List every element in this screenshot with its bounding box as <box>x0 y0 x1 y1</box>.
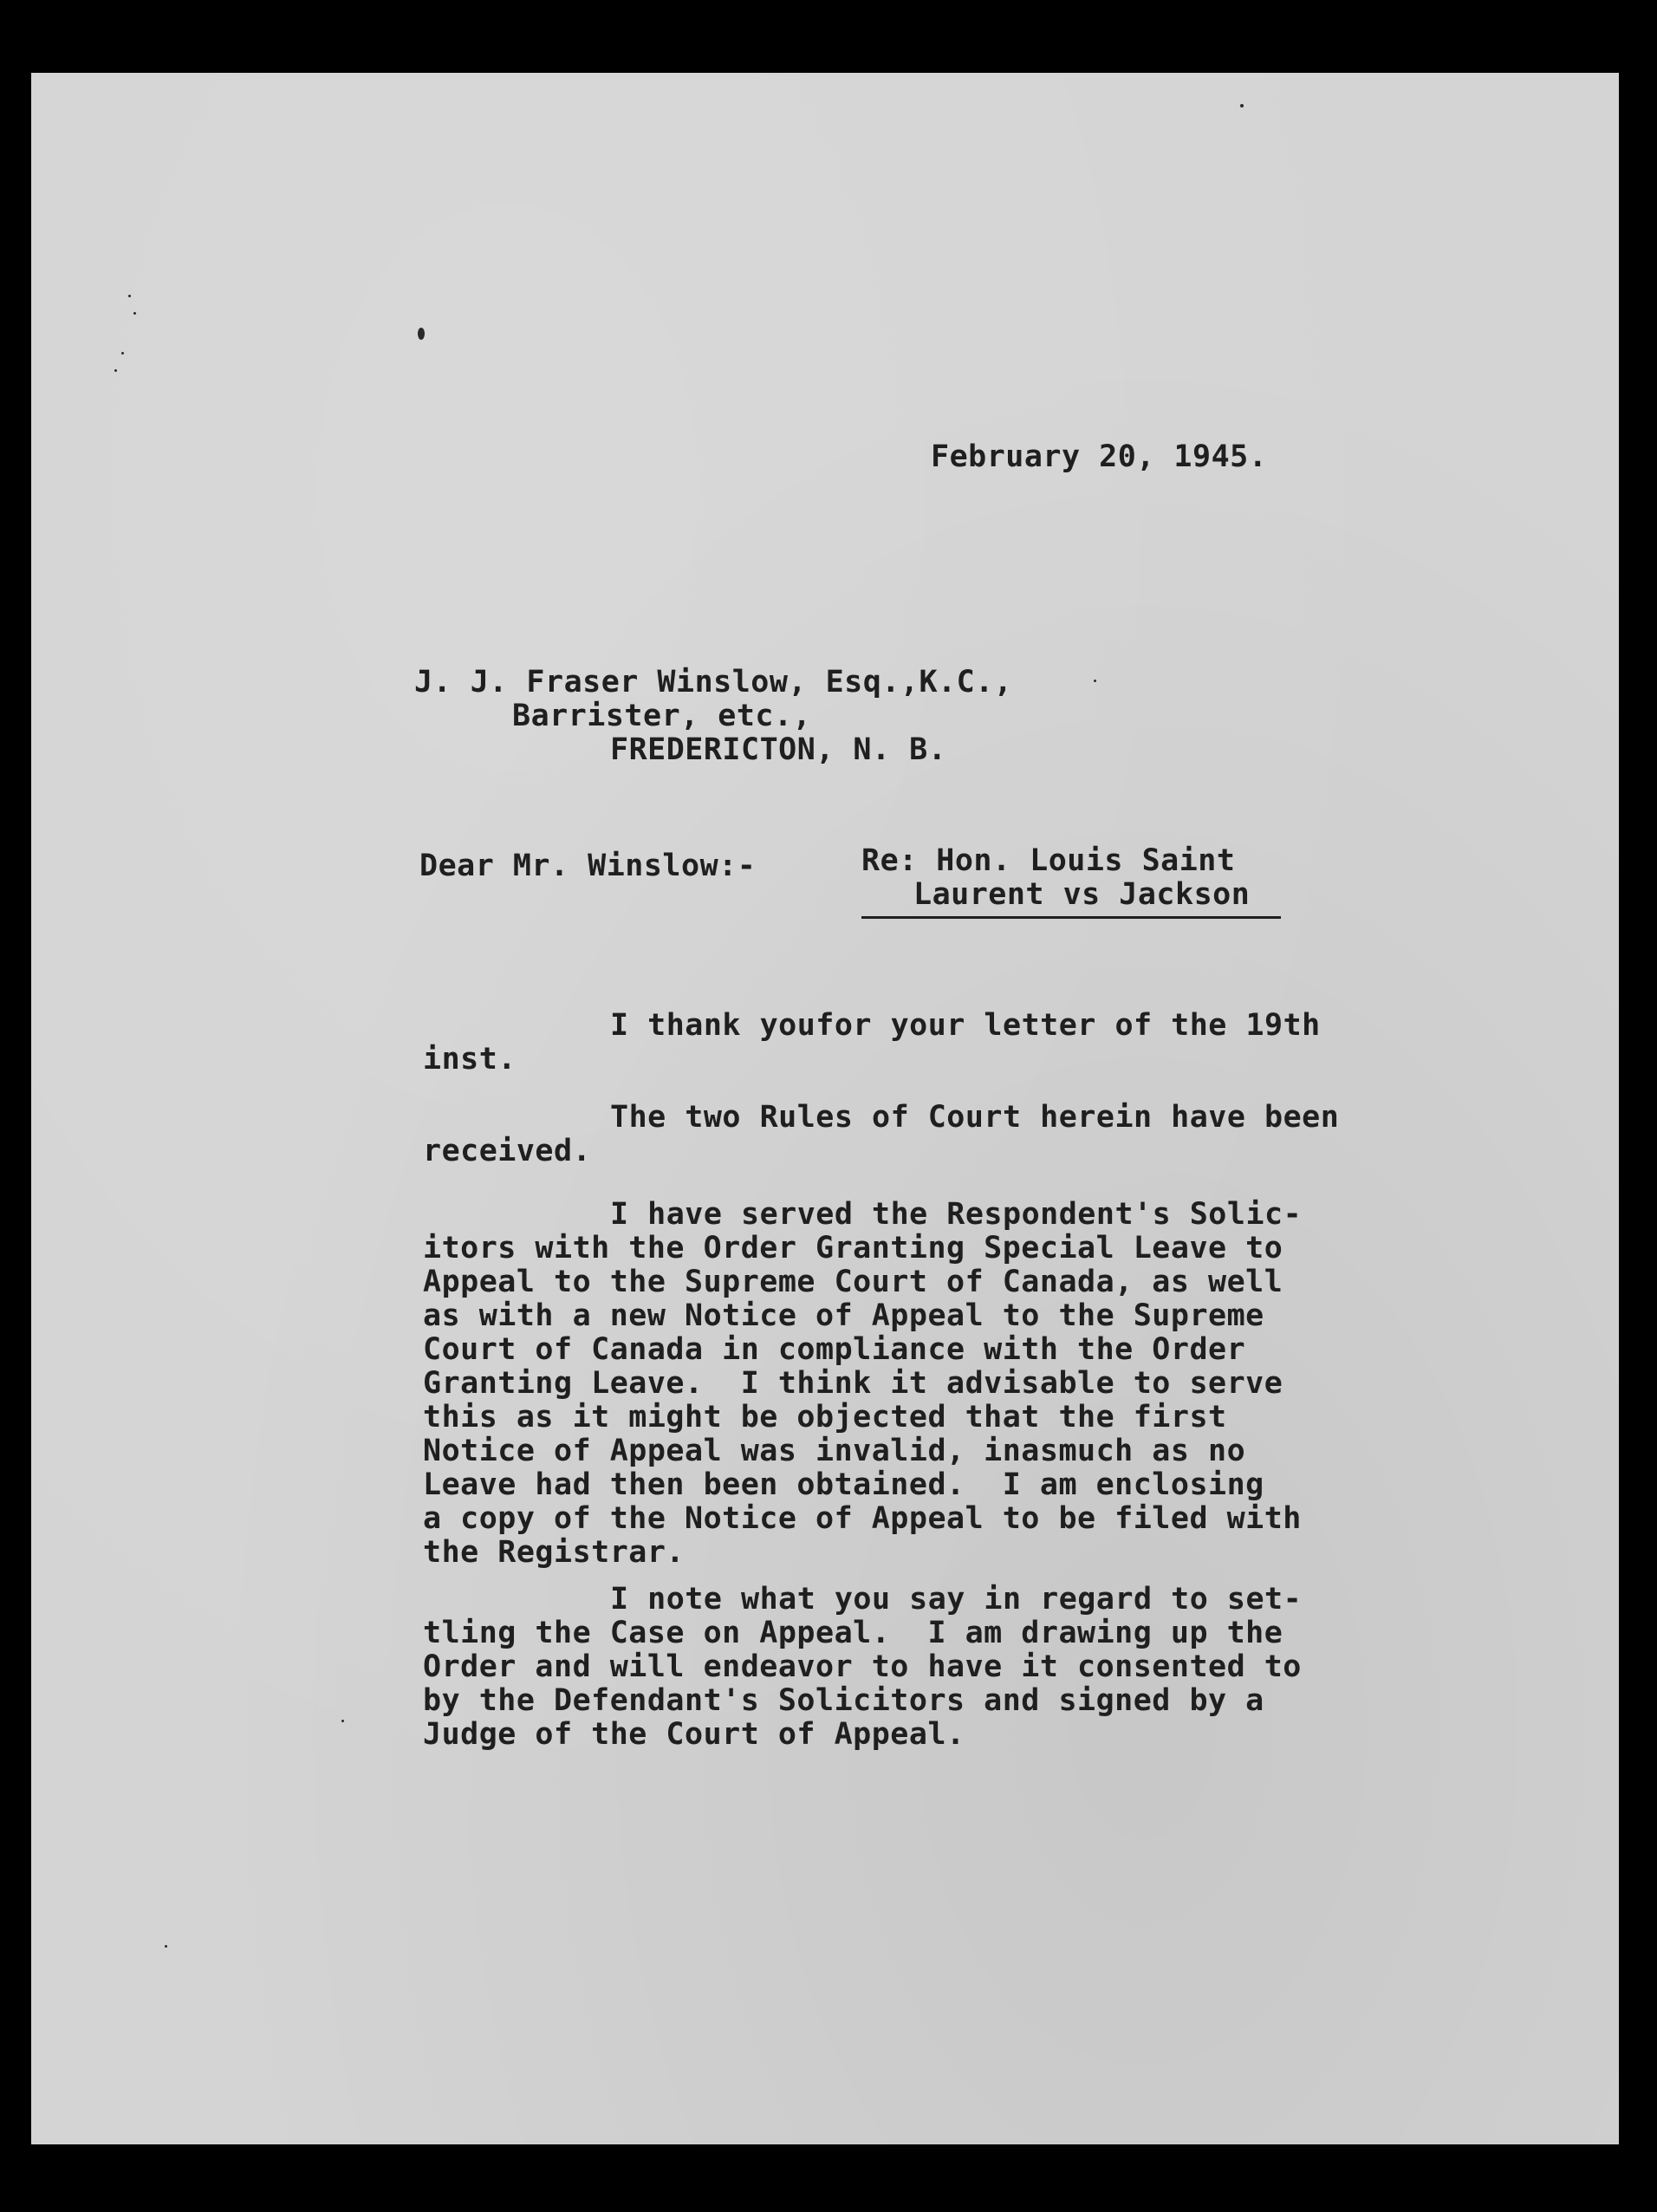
paragraph-line: I thank youfor your letter of the 19th <box>610 1008 1321 1043</box>
paragraph-line: The two Rules of Court herein have been <box>610 1100 1340 1135</box>
paragraph-line: I note what you say in regard to set- <box>610 1582 1303 1617</box>
paragraph-line: by the Defendant's Solicitors and signed by a <box>423 1683 1264 1718</box>
paragraph-line: inst. <box>423 1042 517 1077</box>
re-line-2: Laurent vs Jackson <box>913 877 1251 912</box>
re-underline <box>861 916 1281 919</box>
salutation: Dear Mr. Winslow:- <box>419 849 757 883</box>
re-line-1: Re: Hon. Louis Saint <box>861 843 1236 878</box>
paragraph-line: Notice of Appeal was invalid, inasmuch as no <box>423 1434 1246 1468</box>
paragraph-line: Court of Canada in compliance with the Order <box>423 1332 1246 1367</box>
scan-speck <box>1094 680 1096 682</box>
paragraph-line: I have served the Respondent's Solic- <box>610 1197 1303 1232</box>
scan-speck <box>1240 104 1244 107</box>
paragraph-line: Order and will endeavor to have it consented to <box>423 1649 1302 1684</box>
paragraph-line: the Registrar. <box>423 1535 686 1570</box>
paragraph-line: Granting Leave. I think it advisable to serve <box>423 1366 1283 1401</box>
paragraph-line: itors with the Order Granting Special Leave to <box>423 1231 1283 1265</box>
paragraph-line: tling the Case on Appeal. I am drawing up the <box>423 1616 1283 1650</box>
scan-speck <box>114 369 117 372</box>
paragraph-line: Leave had then been obtained. I am enclosing <box>423 1467 1264 1502</box>
scan-speck <box>341 1720 344 1722</box>
scan-speck <box>165 1945 167 1948</box>
paragraph-line: a copy of the Notice of Appeal to be filed with <box>423 1501 1302 1536</box>
paragraph-line: received. <box>423 1134 592 1168</box>
scan-speck <box>133 312 136 315</box>
address-line-2: Barrister, etc., <box>512 699 812 733</box>
scan-speck <box>121 352 124 355</box>
paragraph-line: this as it might be objected that the first <box>423 1400 1227 1435</box>
address-line-3: FREDERICTON, N. B. <box>610 732 947 767</box>
letter-date: February 20, 1945. <box>931 439 1268 474</box>
address-line-1: J. J. Fraser Winslow, Esq.,K.C., <box>414 665 1013 699</box>
scan-speck <box>418 328 425 340</box>
letter-page <box>31 73 1619 2144</box>
paragraph-line: Judge of the Court of Appeal. <box>423 1717 965 1752</box>
scan-speck <box>128 295 131 297</box>
paragraph-line: Appeal to the Supreme Court of Canada, as well <box>423 1265 1283 1299</box>
paragraph-line: as with a new Notice of Appeal to the Supreme <box>423 1298 1264 1333</box>
